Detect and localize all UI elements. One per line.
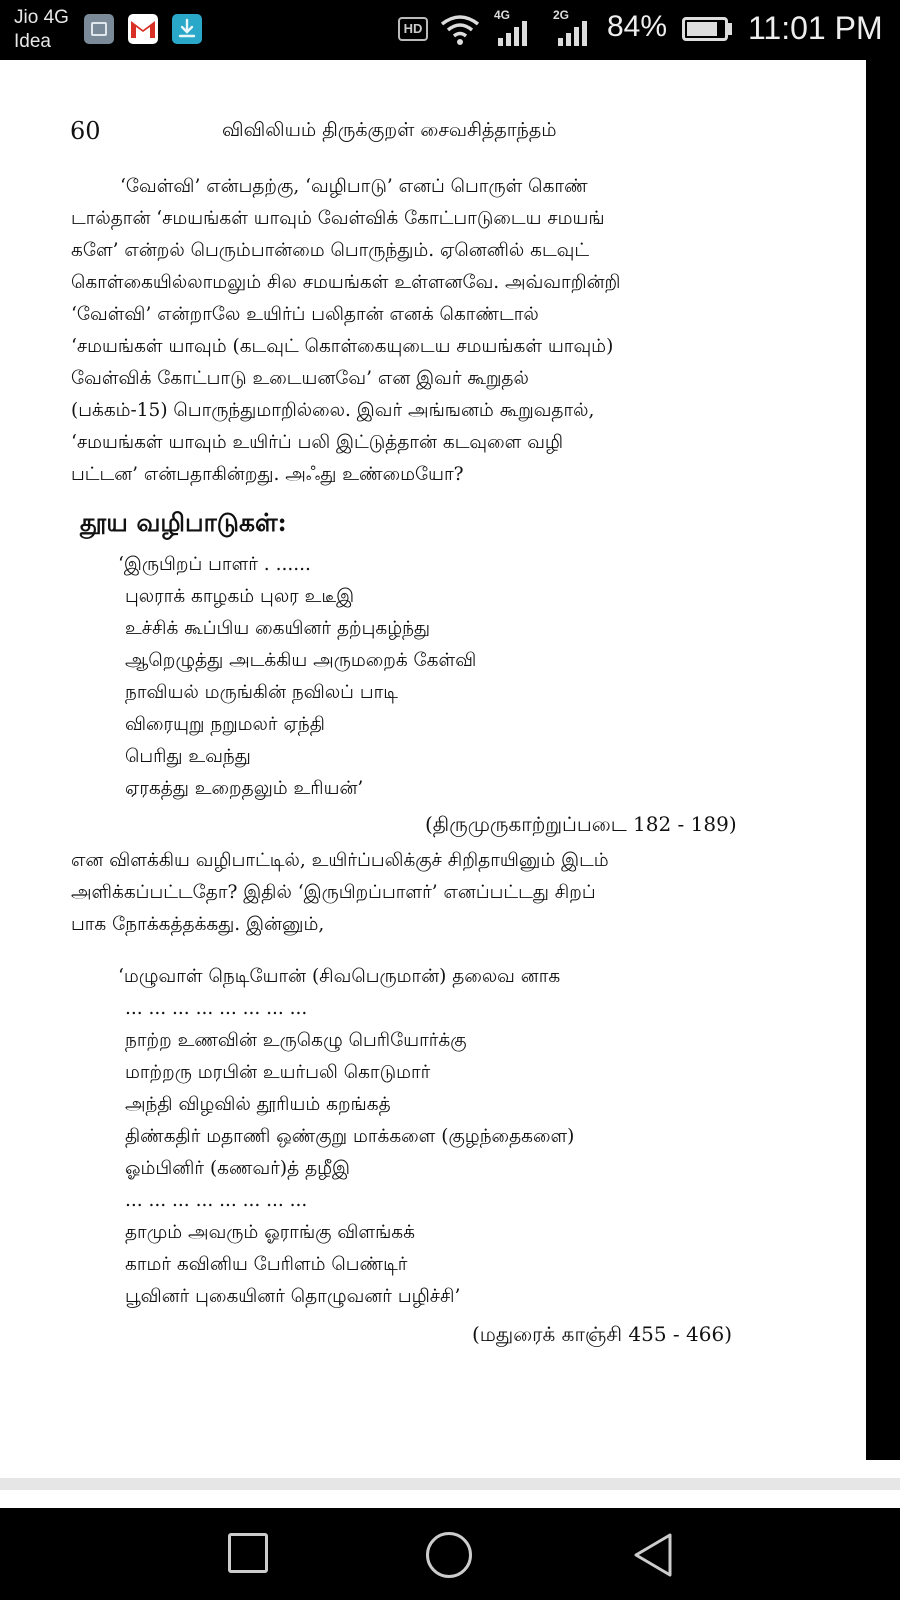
paragraph1-line: களே’ என்றல் பெரும்பான்மை பொருந்தும். ஏனெனில் கடவுட் (71, 240, 590, 261)
verse-line: காமர் கவினிய பேரிளம் பெண்டிர் (125, 1254, 408, 1275)
verse-line: புலராக் காழகம் புலர உடீஇ (125, 586, 355, 607)
running-header: விவிலியம் திருக்குறள் சைவசித்தாந்தம் (222, 119, 557, 141)
citation: (மதுரைக் காஞ்சி 455 - 466) (472, 1322, 733, 1346)
verse-line: ... ... ... ... ... ... ... ... (125, 998, 308, 1019)
paragraph2-line: அளிக்கப்பட்டதோ? இதில் ‘இருபிறப்பாளர்’ எனப்பட்டது சிறப் (71, 882, 596, 903)
signal-1-icon (496, 20, 532, 46)
status-bar (0, 0, 900, 60)
paragraph1-line: ‘வேள்வி’ என்றாலே உயிர்ப் பலிதான் எனக் கொண்டால் (71, 304, 539, 325)
hd-voice-badge: HD (398, 17, 428, 41)
back-button[interactable] (632, 1532, 674, 1578)
signal-2-type: 2G (553, 8, 570, 22)
verse-line: பூவினர் புகையினர் தொழுவனர் பழிச்சி’ (125, 1286, 461, 1307)
page-edge-shadow (866, 60, 900, 1460)
verse-line: அந்தி விழவில் தூரியம் கறங்கத் (125, 1094, 391, 1115)
verse-line: தாமும் அவரும் ஓராங்கு விளங்கக் (125, 1222, 415, 1243)
gmail-icon (128, 14, 158, 44)
paragraph1-line: ‘சமயங்கள் யாவும் உயிர்ப் பலி இட்டுத்தான் கடவுளை வழி (71, 432, 564, 453)
carrier-line-2: Idea (14, 31, 51, 52)
battery-level-fill (687, 22, 717, 36)
paragraph1-line: கொள்கையில்லாமலும் சில சமயங்கள் உள்ளனவே. அவ்வாறின்றி (71, 272, 621, 293)
paragraph2-line: பாக நோக்கத்தக்கது. இன்னும், (71, 914, 325, 935)
verse-line: ஏரகத்து உறைதலும் உரியன்’ (125, 778, 364, 799)
paragraph1-line: பட்டன’ என்பதாகின்றது. அஃது உண்மையோ? (71, 464, 464, 485)
paragraph1-line: டால்தான் ‘சமயங்கள் யாவும் வேள்விக் கோட்பாடுடைய சமயங் (71, 208, 605, 229)
recents-button[interactable] (228, 1533, 268, 1573)
verse-line: உச்சிக் கூப்பிய கையினர் தற்புகழ்ந்து (125, 618, 431, 639)
battery-icon (682, 17, 728, 41)
battery-percent: 84% (607, 10, 668, 43)
page-number: 60 (70, 117, 101, 145)
paragraph1-line: (பக்கம்-15) பொருந்துமாறில்லை. இவர் அங்ஙனம் கூறுவதால், (71, 400, 595, 421)
carrier-label (14, 6, 69, 54)
home-button[interactable] (426, 1532, 472, 1578)
clock: 11:01 PM (748, 10, 883, 46)
battery-tip (728, 23, 732, 35)
page-separator (0, 1478, 900, 1490)
paragraph1-line: ‘சமயங்கள் யாவும் (கடவுட் கொள்கையுடைய சமயங்கள் யாவும்) (71, 336, 614, 357)
verse-line: ... ... ... ... ... ... ... ... (125, 1190, 308, 1211)
wifi-icon (440, 14, 480, 46)
carrier-line-1: Jio 4G (14, 7, 69, 28)
signal-2-icon (556, 20, 592, 46)
gallery-icon (84, 14, 114, 44)
verse-line: நாற்ற உணவின் உருகெழு பெரியோர்க்கு (125, 1030, 467, 1051)
verse-line: ஓம்பினிர் (கணவர்)த் தழீஇ (125, 1158, 351, 1179)
verse-line: நாவியல் மருங்கின் நவிலப் பாடி (125, 682, 398, 703)
download-icon (172, 14, 202, 44)
verse-line: திண்கதிர் மதாணி ஒண்குறு மாக்களை (குழந்தைகளை) (125, 1126, 575, 1147)
navigation-bar (0, 1508, 900, 1600)
paragraph1-line: வேள்விக் கோட்பாடு உடையனவே’ என இவர் கூறுதல் (71, 368, 529, 389)
verse-line: ‘இருபிறப் பாளர் . ...... (118, 554, 311, 575)
citation: (திருமுருகாற்றுப்படை 182 - 189) (425, 812, 737, 836)
paragraph2-line: என விளக்கிய வழிபாட்டில், உயிர்ப்பலிக்குச் சிறிதாயினும் இடம் (71, 850, 609, 871)
verse-line: ஆறெழுத்து அடக்கிய அருமறைக் கேள்வி (125, 650, 477, 671)
document-page[interactable] (0, 60, 900, 1508)
verse-line: விரையுறு நறுமலர் ஏந்தி (125, 714, 325, 735)
verse-line: பெரிது உவந்து (125, 746, 251, 767)
signal-1-type: 4G (494, 8, 511, 22)
section-title: தூய வழிபாடுகள்: (80, 508, 287, 537)
paragraph1-line: ‘வேள்வி’ என்பதற்கு, ‘வழிபாடு’ எனப் பொருள் கொண் (120, 176, 588, 197)
verse-line: மாற்றரு மரபின் உயர்பலி கொடுமார் (125, 1062, 431, 1083)
verse-line: ‘மழுவாள் நெடியோன் (சிவபெருமான்) தலைவ னாக (118, 966, 561, 987)
